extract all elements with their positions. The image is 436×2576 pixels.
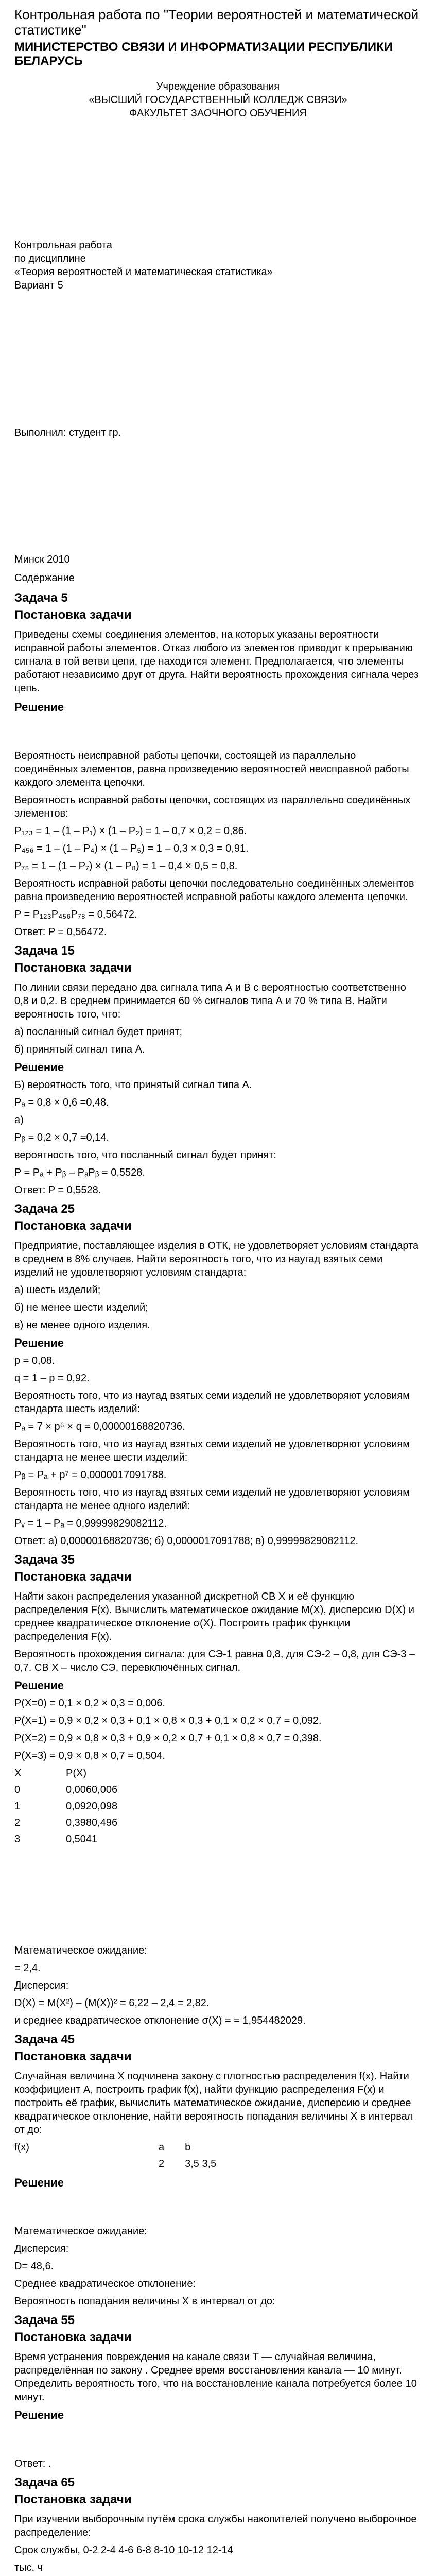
- task-heading: Задача 45: [14, 2032, 75, 2046]
- task-heading: Задача 35: [14, 1552, 75, 1567]
- table-cell: 0,5041: [66, 1833, 98, 1845]
- problem-text: Время устранения повреждения на канале связи T — случайная величина, распределённая по закону . Среднее время восстановления канала — 10 минут. Определить вероятность того, что на восстановление канала потребуется более 10 минут.: [14, 2351, 417, 2403]
- task-heading: Задача 65: [14, 2475, 75, 2489]
- problem-heading: Постановка задачи: [14, 2049, 132, 2064]
- task-heading: Задача 5: [14, 590, 68, 605]
- formula-line: P₄₅₆ = 1 – (1 – P₄) × (1 – P₅) = 1 – 0,3 × 0,3 = 0,91.: [14, 842, 249, 854]
- formula-line: q = 1 – p = 0,92.: [14, 1372, 90, 1384]
- ministry-heading: МИНИСТЕРСТВО СВЯЗИ И ИНФОРМАТИЗАЦИИ РЕСПУБЛИКИ БЕЛАРУСЬ: [14, 40, 393, 69]
- problem-heading: Постановка задачи: [14, 1570, 132, 1584]
- formula-line: D= 48,6.: [14, 2260, 54, 2272]
- problem-text: Найти закон распределения указанной дискретной СВ X и её функцию распределения F(x). Вычислить математическое ожидание M(X), дисперсию D(X) и среднее квадратическое отклонение σ(X). Построить график функции распределения F(x).: [14, 1591, 414, 1643]
- problem-text: Приведены схемы соединения элементов, на которых указаны вероятности исправной работы элементов. Отказ любого из элементов приводит к прерыванию сигнала в той ветви цепи, где находится элемент. Предполагается, что элементы работают независимо друг от друга. Найти вероятность прохождения сигнала через цепь.: [14, 629, 419, 694]
- formula-line: P(X=3) = 0,9 × 0,8 × 0,7 = 0,504.: [14, 1750, 165, 1761]
- problem-text: б) не менее шести изделий;: [14, 1302, 148, 1314]
- table-header-cell: b: [185, 2142, 191, 2154]
- table-header-cell: X: [14, 1767, 22, 1779]
- answer-line: Ответ: P = 0,56472.: [14, 926, 107, 938]
- solution-line: Вероятность того, что из наугад взятых семи изделий не удовлетворяют условиям стандарта шесть изделий:: [14, 1389, 410, 1415]
- formula-line: P(X=1) = 0,9 × 0,2 × 0,3 + 0,1 × 0,8 × 0,3 + 0,1 × 0,2 × 0,7 = 0,092.: [14, 1715, 322, 1726]
- solution-line: а): [14, 1114, 24, 1126]
- problem-heading: Постановка задачи: [14, 2492, 132, 2506]
- formula-line: P₁₂₃ = 1 – (1 – P₁) × (1 – P₂) = 1 – 0,7 × 0,2 = 0,86.: [14, 825, 247, 837]
- solution-heading: Решение: [14, 2409, 64, 2422]
- solution-heading: Решение: [14, 1061, 64, 1074]
- answer-line: Ответ: а) 0,00000168820736; б) 0,0000017091788; в) 0,99999829082112.: [14, 1535, 359, 1547]
- document-title: Контрольная работа по "Теории вероятностей и математической статистике": [14, 7, 419, 38]
- problem-heading: Постановка задачи: [14, 1219, 132, 1233]
- solution-heading: Решение: [14, 2176, 64, 2190]
- solution-line: Вероятность попадания величины X в интервал от до:: [14, 2295, 275, 2307]
- problem-text: а) шесть изделий;: [14, 1284, 101, 1296]
- work-info-line: Контрольная работа: [14, 239, 112, 251]
- table-row: [14, 1833, 422, 1846]
- formula-line: Pᵥ = 1 – Pₐ = 0,99999829082112.: [14, 1517, 167, 1529]
- table-row: [14, 1783, 422, 1797]
- formula-line: Pᵦ = 0,2 × 0,7 =0,14.: [14, 1131, 109, 1143]
- work-info-line: по дисциплине: [14, 252, 86, 264]
- table-cell: 0: [14, 1784, 21, 1795]
- solution-line: Математическое ожидание:: [14, 1944, 147, 1956]
- task-heading: Задача 15: [14, 943, 75, 958]
- formula-line: P = Pₐ + Pᵦ – PₐPᵦ = 0,5528.: [14, 1166, 145, 1178]
- solution-line: Математическое ожидание:: [14, 2225, 147, 2237]
- solution-line: Среднее квадратическое отклонение:: [14, 2278, 196, 2290]
- solution-heading: Решение: [14, 701, 64, 714]
- table-cell: 2: [159, 2158, 165, 2170]
- institution-line: Учреждение образования: [156, 80, 280, 92]
- solution-line: Дисперсия:: [14, 2243, 69, 2255]
- table-cell: 3: [14, 1833, 21, 1845]
- table-cell: 2: [14, 1817, 21, 1828]
- data-unit: тыс. ч: [14, 2562, 43, 2574]
- solution-line: Б) вероятность того, что принятый сигнал типа А.: [14, 1079, 252, 1091]
- table-header-cell: a: [159, 2142, 165, 2154]
- problem-text: При изучении выборочным путём срока службы накопителей получено выборочное распределение:: [14, 2514, 417, 2539]
- table-cell: 0,0060,006: [66, 1784, 118, 1795]
- solution-line: Вероятность того, что из наугад взятых семи изделий не удовлетворяют условиям стандарта не менее шести изделий:: [14, 1438, 410, 1463]
- author-line: Выполнил: студент гр.: [14, 427, 121, 438]
- answer-line: Ответ: .: [14, 2458, 51, 2469]
- solution-line: Вероятность того, что из наугад взятых семи изделий не удовлетворяют условиям стандарта не менее одного изделий:: [14, 1486, 410, 1512]
- solution-line: Дисперсия:: [14, 1979, 69, 1991]
- city-year: Минск 2010: [14, 553, 70, 565]
- table-row: [14, 2141, 422, 2154]
- formula-line: p = 0,08.: [14, 1354, 55, 1366]
- institution-line: ФАКУЛЬТЕТ ЗАОЧНОГО ОБУЧЕНИЯ: [129, 107, 307, 119]
- distribution-table: [14, 1767, 422, 1846]
- density-table: [14, 2141, 422, 2171]
- work-info-line: «Теория вероятностей и математическая статистика»: [14, 266, 273, 278]
- answer-line: Ответ: P = 0,5528.: [14, 1184, 101, 1196]
- table-header-row: [14, 1767, 422, 1780]
- formula-line: и среднее квадратическое отклонение σ(X) = = 1,954482029.: [14, 2014, 306, 2026]
- formula-line: P₇₈ = 1 – (1 – P₇) × (1 – P₈) = 1 – 0,4 × 0,5 = 0,8.: [14, 860, 238, 872]
- problem-text: б) принятый сигнал типа А.: [14, 1044, 145, 1056]
- table-cell: 0,0920,098: [66, 1800, 118, 1812]
- solution-line: вероятность того, что посланный сигнал будет принят:: [14, 1149, 276, 1161]
- table-row: [14, 2157, 422, 2171]
- task-heading: Задача 25: [14, 1201, 75, 1216]
- solution-heading: Решение: [14, 1679, 64, 1692]
- table-cell: [14, 2157, 45, 2171]
- problem-text: в) не менее одного изделия.: [14, 1319, 150, 1331]
- problem-text: Случайная величина X подчинена закону с плотностью распределения f(x). Найти коэффициент A, построить график f(x), найти функцию распределения F(x) и построить её график, вычислить математическое ожидание, дисперсию и среднее квадратическое отклонение, найти вероятность попадания величины X в интервал от до:: [14, 2071, 413, 2136]
- table-cell: 1: [14, 1800, 21, 1812]
- formula-line: P(X=0) = 0,1 × 0,2 × 0,3 = 0,006.: [14, 1697, 165, 1709]
- formula-line: = 2,4.: [14, 1962, 41, 1974]
- solution-line: Вероятность исправной работы цепочки, состоящих из параллельно соединённых элементов:: [14, 794, 411, 819]
- formula-line: Pₐ = 0,8 × 0,6 =0,48.: [14, 1096, 109, 1108]
- formula-line: Pᵦ = Pₐ + p⁷ = 0,0000017091788.: [14, 1469, 167, 1481]
- solution-heading: Решение: [14, 1336, 64, 1350]
- formula-line: P(X=2) = 0,9 × 0,8 × 0,3 + 0,9 × 0,2 × 0,7 + 0,1 × 0,8 × 0,7 = 0,398.: [14, 1732, 322, 1744]
- problem-text: Предприятие, поставляющее изделия в ОТК, не удовлетворяет условиям стандарта в среднем в 8% случаев. Найти вероятность того, что из наугад взятых семи изделий не удовлетворяют условиям стандарта:: [14, 1240, 419, 1279]
- problem-text: По линии связи передано два сигнала типа А и В с вероятностью соответственно 0,8 и 0,2. В среднем принимается 60 % сигналов типа А и 70 % типа В. Найти вероятность того, что:: [14, 982, 406, 1021]
- problem-heading: Постановка задачи: [14, 961, 132, 975]
- table-row: [14, 1816, 422, 1829]
- row-values: 0-2 2-4 4-6 6-8 8-10 10-12 12-14: [83, 2545, 233, 2556]
- institution-line: «ВЫСШИЙ ГОСУДАРСТВЕННЫЙ КОЛЛЕДЖ СВЯЗИ»: [89, 94, 347, 106]
- table-cell: 3,5 3,5: [185, 2158, 217, 2170]
- problem-text: а) посланный сигнал будет принят;: [14, 1026, 183, 1038]
- formula-line: P = P₁₂₃P₄₅₆P₇₈ = 0,56472.: [14, 908, 137, 920]
- data-row: [14, 2544, 422, 2557]
- problem-heading: Постановка задачи: [14, 2330, 132, 2344]
- table-cell: 0,3980,496: [66, 1817, 118, 1828]
- table-row: [14, 1800, 422, 1813]
- table-cell: f(x): [14, 2142, 29, 2154]
- formula-line: Pₐ = 7 × p⁶ × q = 0,00000168820736.: [14, 1420, 185, 1432]
- solution-line: Вероятность неисправной работы цепочки, состоящей из параллельно соединённых элементов, равна произведению вероятностей неисправной работы каждого элемента цепочки.: [14, 750, 409, 788]
- row-label: Срок службы,: [14, 2545, 80, 2556]
- table-header-cell: P(X): [66, 1767, 86, 1779]
- problem-heading: Постановка задачи: [14, 608, 132, 622]
- contents-label: Содержание: [14, 572, 75, 584]
- task-heading: Задача 55: [14, 2313, 75, 2327]
- work-info-line: Вариант 5: [14, 279, 63, 291]
- problem-text: Вероятность прохождения сигнала: для СЭ-1 равна 0,8, для СЭ-2 – 0,8, для СЭ-3 – 0,7. СВ X – число СЭ, перевключённых сигнал.: [14, 1649, 415, 1674]
- formula-line: D(X) = M(X²) – (M(X))² = 6,22 – 2,4 = 2,82.: [14, 1997, 210, 2009]
- solution-line: Вероятность исправной работы цепочки последовательно соединённых элементов равна произведению вероятностей исправной работы каждого элемента цепочки.: [14, 877, 414, 903]
